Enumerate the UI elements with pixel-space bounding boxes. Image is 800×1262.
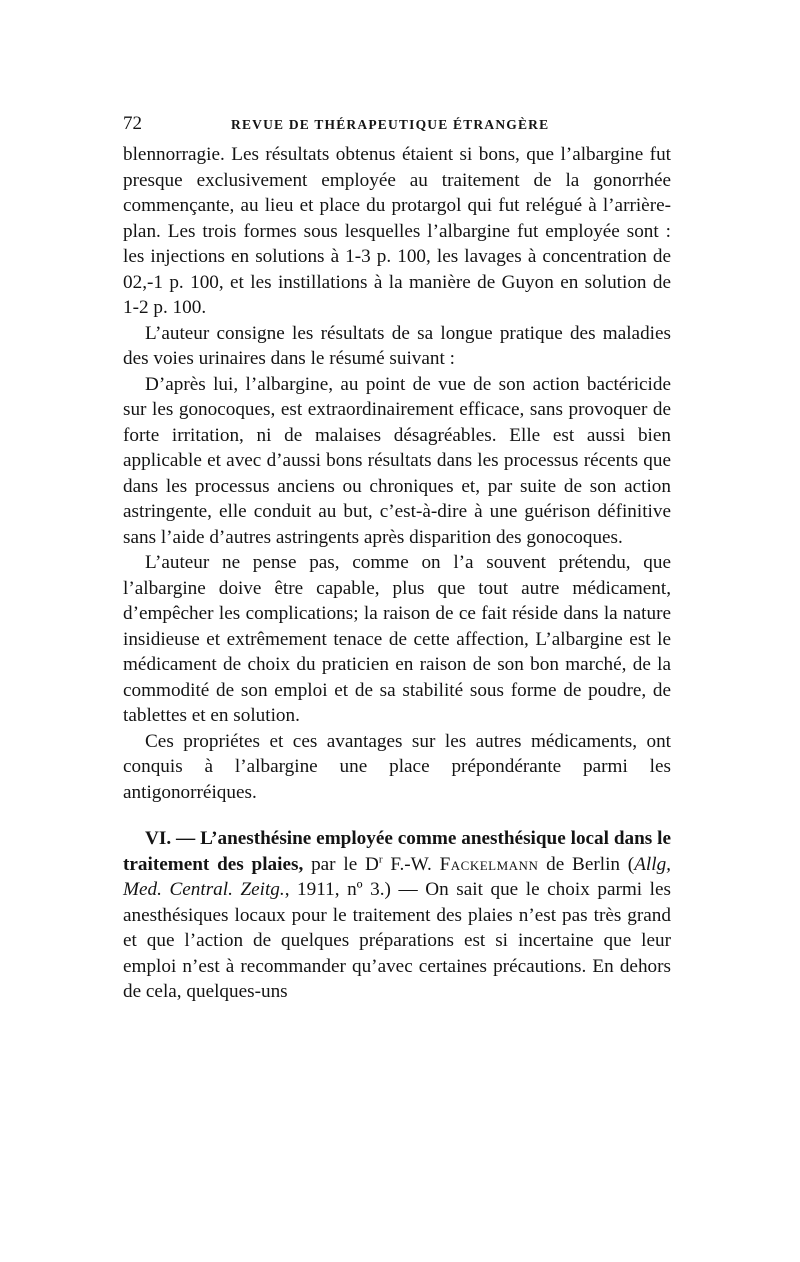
paragraph: L’auteur ne pense pas, comme on l’a souvent prétendu, que l’albargine doive être capable, plus que tout autre médicament, d’empêcher les complications; la raison de ce fait réside dans la nature insidieuse et extrêmement tenace de cette affection, L’albargine est le médicament de choix du praticien en raison de son bon marché, de la commodité de son emploi et de sa stabilité sous forme de poudre, de tablettes et en solution. [123, 552, 671, 726]
paragraph-continuation: blennorragie. Les résultats obtenus étaient si bons, que l’albargine fut presque exclusivement employée au traitement de la gonorrhée commençante, au lieu et place du protargol qui fut relégué à l’arrière-plan. Les trois formes sous lesquelles l’albargine fut employée sont : les injections en solutions à 1-3 p. 100, les lavages à concentration de 02,-1 p. 100, et les instillations à la manière de Guyon en solution de 1-2 p. 100. [123, 144, 671, 318]
citation-details: , 1911, nº 3.) — [284, 879, 426, 900]
byline-text: par le D [303, 853, 379, 875]
journal-title: REVUE DE THÉRAPEUTIQUE ÉTRANGÈRE [231, 117, 550, 132]
page-number: 72 [123, 113, 142, 134]
section-heading: VI. — L’anesthésine employée comme anesthésique local dans le traitement des plaies, [123, 828, 671, 875]
author-surname: Fackelmann [439, 853, 539, 875]
paragraph: Ces propriétes et ces avantages sur les autres médicaments, ont conquis à l’albargine une place prépondérante parmi les antigonorréiques. [123, 730, 671, 803]
author-city: de Berlin ( [538, 853, 635, 875]
running-header [123, 112, 671, 136]
body-text [123, 142, 671, 1005]
doctor-superscript: r [378, 853, 383, 866]
section-body: On sait que le choix parmi les anesthésiques locaux pour le traitement des plaies n’est pas très grand et que l’action de quelques préparations est si incertaine que leur emploi n’est à recommander qu’avec certaines précautions. En dehors de cela, quelques-uns [123, 879, 671, 1002]
journal-citation: Allg, Med. Central. Zeitg. [123, 853, 671, 900]
paragraph: D’après lui, l’albargine, au point de vue de son action bactéricide sur les gonocoques, est extraordinairement efficace, sans provoquer de forte irritation, ni de malaises désagréables. Elle est aussi bien applicable et avec d’aussi bons résultats dans les processus récents que dans les processus anciens ou chroniques et, par suite de son action astringente, elle conduit au but, c’est-à-dire à une guérison définitive sans l’aide d’autres astringents après disparition des gonocoques. [123, 373, 671, 548]
section-paragraph [123, 826, 671, 1005]
book-page [123, 112, 671, 1005]
paragraph: L’auteur consigne les résultats de sa longue pratique des maladies des voies urinaires dans le résumé suivant : [123, 322, 671, 369]
author-initials: F.-W. [382, 853, 440, 875]
